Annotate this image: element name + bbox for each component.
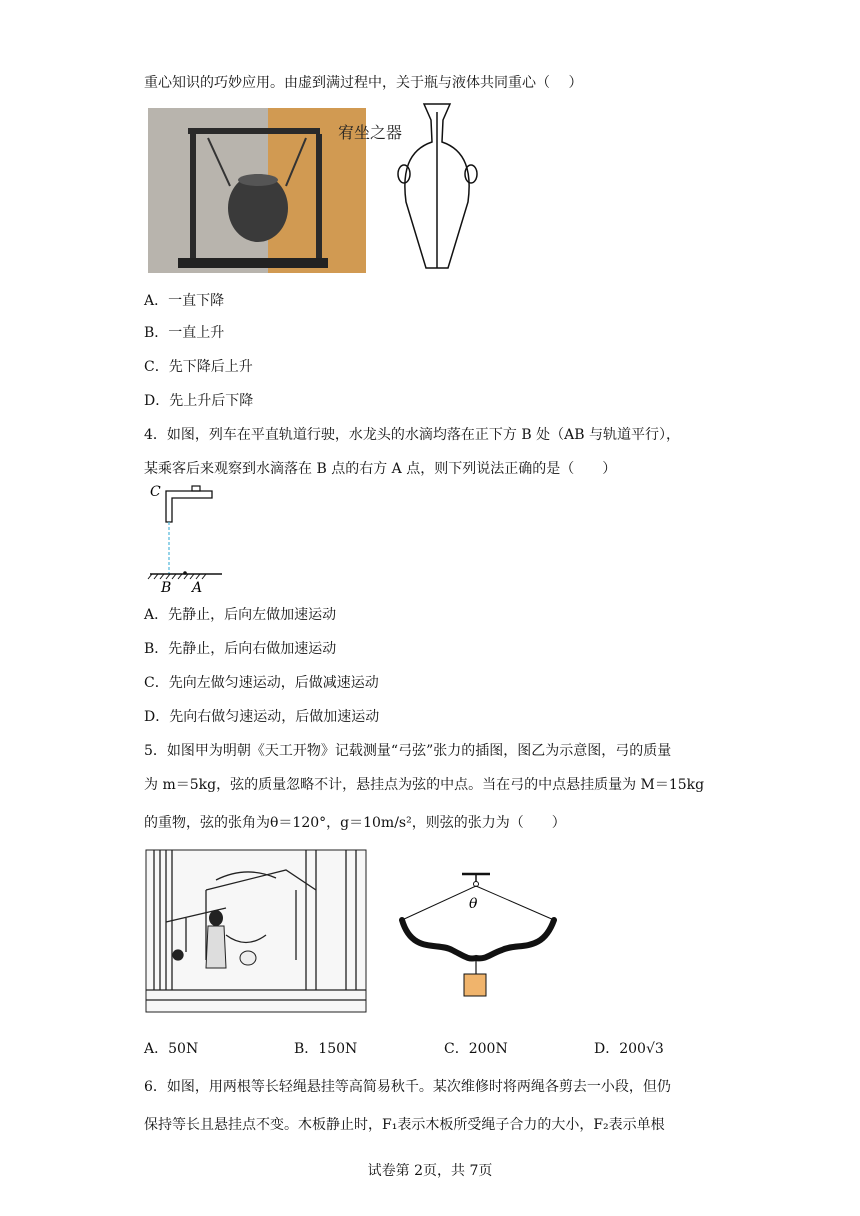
photo-text: 宥坐之器 bbox=[338, 123, 403, 142]
label-c: C bbox=[150, 484, 161, 500]
faucet-diagram bbox=[144, 482, 234, 594]
q5-option-a: A．50N bbox=[144, 1041, 199, 1057]
q5-stem-line2: 为 m＝5kg，弦的质量忽略不计，悬挂点为弦的中点。当在弓的中点悬挂质量为 M＝15kg bbox=[144, 777, 705, 793]
q5-option-d: D．200√3 bbox=[594, 1041, 664, 1057]
q6-stem-line1: 6．如图，用两根等长轻绳悬挂等高简易秋千。某次维修时将两绳各剪去一小段，但仍 bbox=[144, 1079, 671, 1095]
bow-diagram bbox=[390, 870, 580, 1002]
q4-stem-line1: 4．如图，列车在平直轨道行驶，水龙头的水滴均落在正下方 B 处（AB 与轨道平行）， bbox=[144, 427, 680, 443]
q4-option-d: D．先向右做匀速运动，后做加速运动 bbox=[144, 709, 380, 725]
q4-option-b: B．先静止，后向右做加速运动 bbox=[144, 641, 337, 657]
label-a: A bbox=[192, 580, 203, 596]
weight-vessel-photo bbox=[148, 108, 403, 273]
vessel-diagram bbox=[398, 102, 478, 272]
q3-option-a: A．一直下降 bbox=[144, 293, 225, 309]
q6-stem-line2: 保持等长且悬挂点不变。木板静止时，F₁表示木板所受绳子合力的大小，F₂表示单根 bbox=[144, 1117, 665, 1133]
q3-stem: 重心知识的巧妙应用。由虚到满过程中，关于瓶与液体共同重心（ ） bbox=[144, 75, 583, 91]
q5-option-b: B．150N bbox=[294, 1041, 358, 1057]
page-footer: 试卷第 2页，共 7页 bbox=[367, 1163, 493, 1179]
q5-stem-line1: 5．如图甲为明朝《天工开物》记载测量“弓弦”张力的插图，图乙为示意图，弓的质量 bbox=[144, 743, 672, 759]
q4-option-a: A．先静止，后向左做加速运动 bbox=[144, 607, 337, 623]
q3-option-b: B．一直上升 bbox=[144, 325, 225, 341]
tiangong-illustration bbox=[146, 850, 366, 1012]
theta-label: θ bbox=[469, 896, 478, 912]
q4-stem-line2: 某乘客后来观察到水滴落在 B 点的右方 A 点，则下列说法正确的是（ ） bbox=[144, 461, 617, 477]
q4-option-c: C．先向左做匀速运动，后做减速运动 bbox=[144, 675, 379, 691]
q5-option-c: C．200N bbox=[444, 1041, 508, 1057]
q3-option-d: D．先上升后下降 bbox=[144, 393, 254, 409]
q3-option-c: C．先下降后上升 bbox=[144, 359, 253, 375]
q5-stem-line3: 的重物，弦的张角为θ＝120°，g＝10m/s²，则弦的张力为（ ） bbox=[144, 815, 566, 831]
label-b: B bbox=[161, 580, 172, 596]
